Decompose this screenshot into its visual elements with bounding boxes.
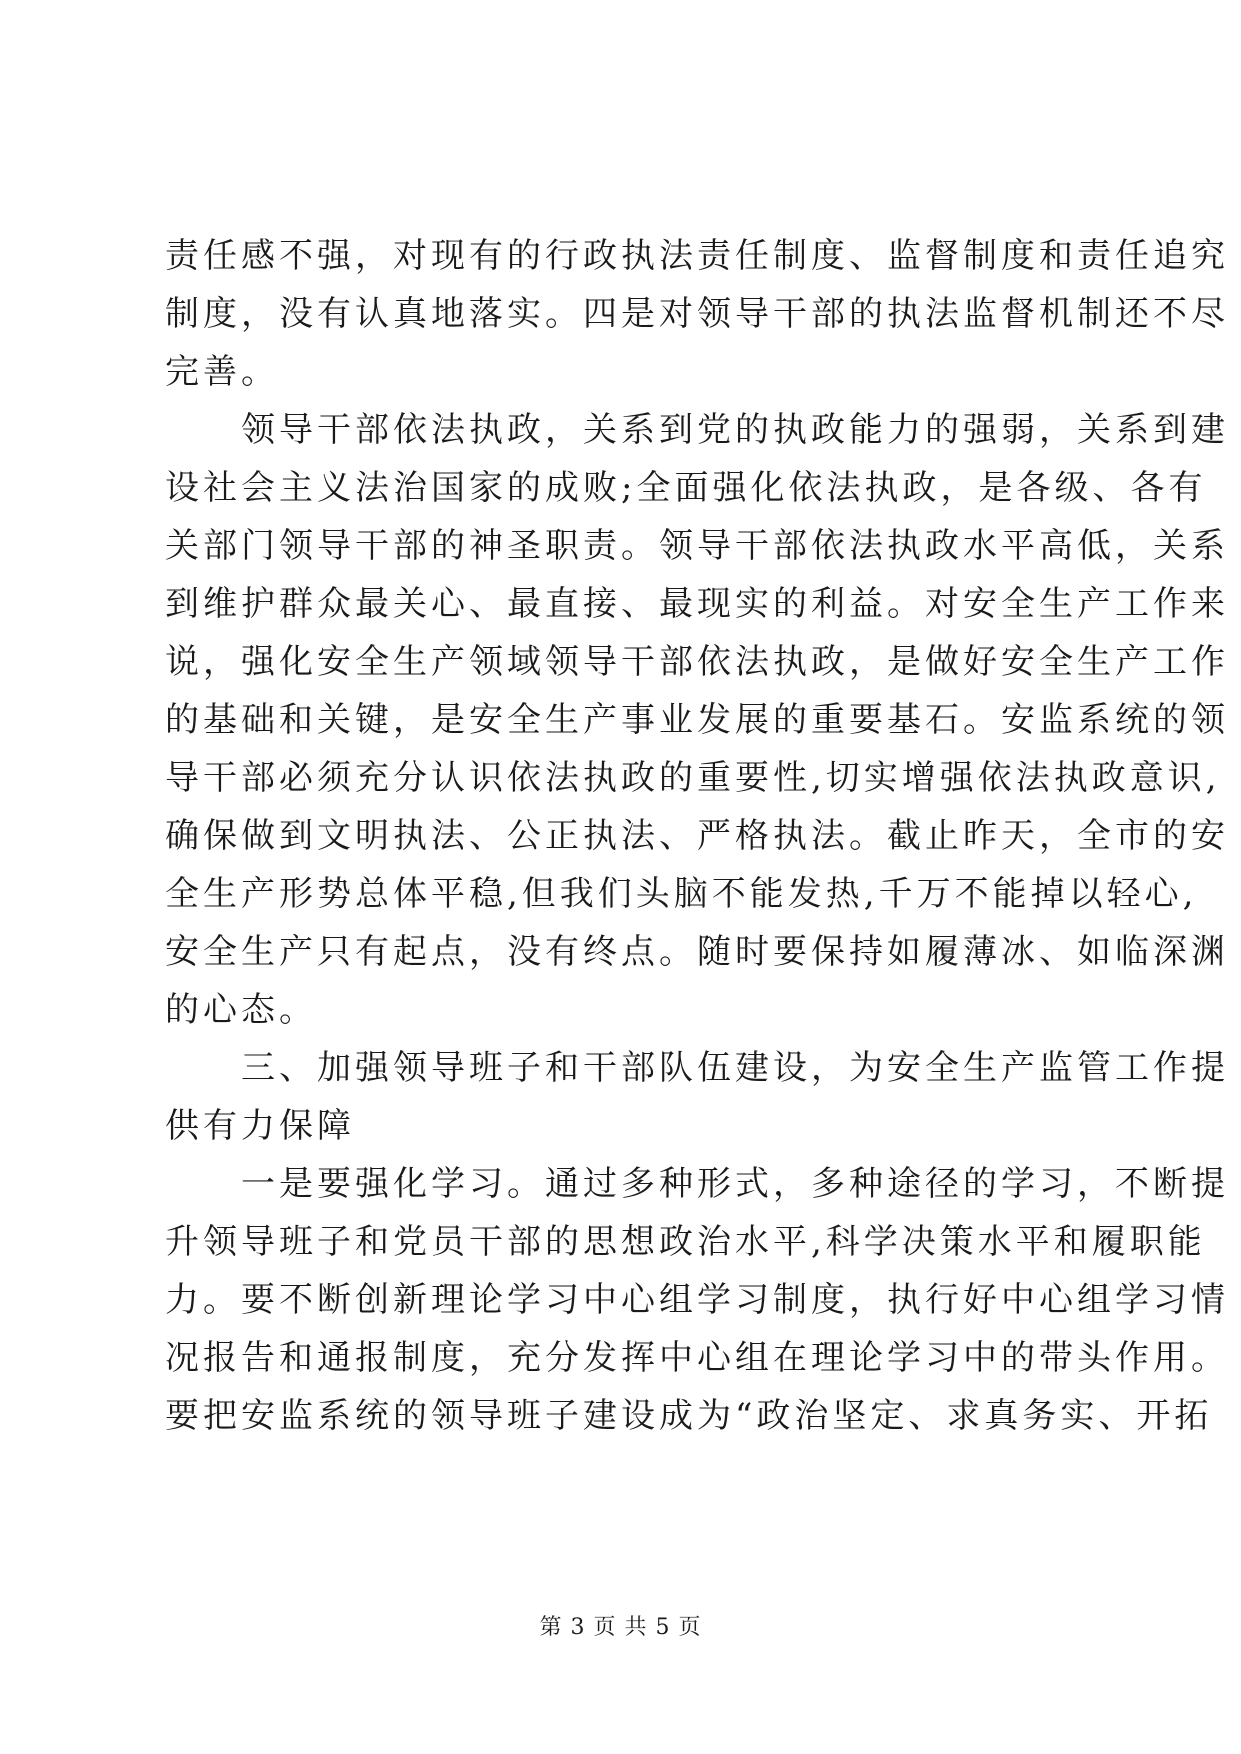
section-heading-line: 供有力保障: [165, 1106, 355, 1146]
page-number-footer: 第 3 页 共 5 页: [539, 1615, 702, 1640]
text-line: 全生产形势总体平稳,但我们头脑不能发热,千万不能掉以轻心,: [165, 874, 1198, 914]
text-line: 设社会主义法治国家的成败;全面强化依法执政，是各级、各有: [165, 468, 1207, 508]
text-line: 责任感不强，对现有的行政执法责任制度、监督制度和责任追究: [165, 236, 1229, 276]
text-line: 关部门领导干部的神圣职责。领导干部依法执政水平高低，关系: [165, 526, 1229, 566]
text-line: 说，强化安全生产领域领导干部依法执政，是做好安全生产工作: [165, 642, 1229, 682]
text-line: 的心态。: [165, 990, 317, 1030]
text-line: 升领导班子和党员干部的思想政治水平,科学决策水平和履职能: [165, 1222, 1206, 1262]
text-line: 要把安监系统的领导班子建设成为“政治坚定、求真务实、开拓: [165, 1396, 1213, 1436]
text-line: 的基础和关键，是安全生产事业发展的重要基石。安监系统的领: [165, 700, 1229, 740]
section-heading-line: 三、加强领导班子和干部队伍建设，为安全生产监管工作提: [165, 1048, 1229, 1088]
text-line: 确保做到文明执法、公正执法、严格执法。截止昨天，全市的安: [165, 816, 1229, 856]
text-line: 况报告和通报制度，充分发挥中心组在理论学习中的带头作用。: [165, 1338, 1229, 1378]
text-line: 导干部必须充分认识依法执政的重要性,切实增强依法执政意识,: [165, 758, 1221, 798]
body-text: [165, 227, 1229, 1445]
text-line: 安全生产只有起点，没有终点。随时要保持如履薄冰、如临深渊: [165, 932, 1229, 972]
text-line: 完善。: [165, 352, 279, 392]
text-line: 一是要强化学习。通过多种形式，多种途径的学习，不断提: [165, 1164, 1229, 1204]
text-line: 到维护群众最关心、最直接、最现实的利益。对安全生产工作来: [165, 584, 1229, 624]
text-line: 力。要不断创新理论学习中心组学习制度，执行好中心组学习情: [165, 1280, 1229, 1320]
text-line: 制度，没有认真地落实。四是对领导干部的执法监督机制还不尽: [165, 294, 1229, 334]
text-line: 领导干部依法执政，关系到党的执政能力的强弱，关系到建: [165, 410, 1229, 450]
